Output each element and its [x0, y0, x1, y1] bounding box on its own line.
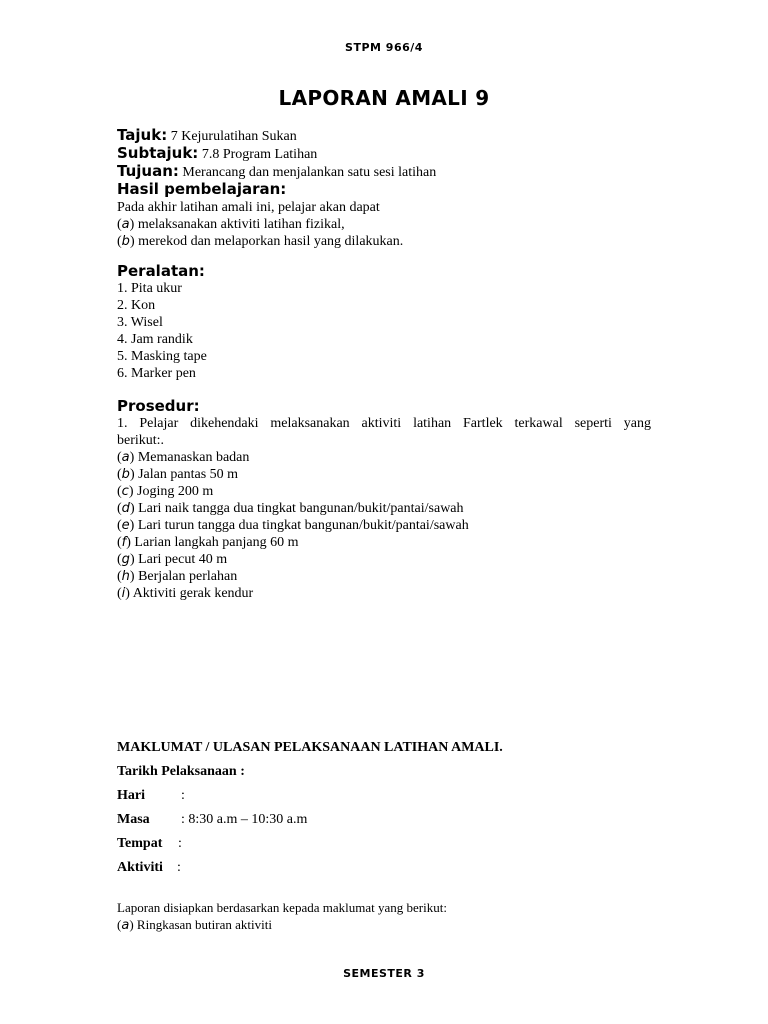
masa-label: Masa — [117, 812, 150, 827]
list-item: 4. Jam randik — [117, 332, 193, 347]
list-item: (e) Lari turun tangga dua tingkat bangunan/bukit/pantai/sawah — [117, 518, 469, 533]
subtajuk-label: Subtajuk: — [117, 144, 199, 162]
list-item: 3. Wisel — [117, 315, 163, 330]
list-item: 6. Marker pen — [117, 366, 196, 381]
hasil-intro: Pada akhir latihan amali ini, pelajar akan dapat — [117, 200, 380, 215]
step-letter: d — [121, 501, 130, 516]
step-text: Berjalan perlahan — [138, 569, 238, 584]
tajuk-value: 7 Kejurulatihan Sukan — [170, 129, 297, 144]
hari-value: : — [181, 788, 185, 803]
laporan-letter: a — [121, 918, 130, 933]
step-text: Aktiviti gerak kendur — [132, 586, 254, 601]
hasil-row — [117, 181, 651, 199]
list-item: 2. Kon — [117, 298, 156, 313]
tempat-value: : — [178, 836, 182, 851]
step-text: Memanaskan badan — [137, 450, 250, 465]
list-item: 5. Masking tape — [117, 349, 207, 364]
tempat-label: Tempat — [117, 836, 163, 851]
list-item: (a) Memanaskan badan — [117, 450, 250, 465]
step-text: Lari pecut 40 m — [138, 552, 228, 567]
aktiviti-value: : — [177, 860, 181, 875]
step-letter: i — [121, 586, 126, 601]
outcome-text: merekod dan melaporkan hasil yang dilakukan. — [138, 234, 404, 249]
laporan-intro: Laporan disiapkan berdasarkan kepada maklumat yang berikut: — [117, 900, 447, 915]
subtajuk-value: 7.8 Program Latihan — [201, 147, 318, 162]
outcome-letter: b — [121, 234, 130, 249]
step-letter: c — [121, 484, 129, 499]
outcome-letter: a — [121, 217, 130, 232]
list-item: (c) Joging 200 m — [117, 484, 214, 499]
step-letter: b — [121, 467, 130, 482]
outcome-text: melaksanakan aktiviti latihan fizikal, — [137, 217, 345, 232]
list-item: (d) Lari naik tangga dua tingkat bangunan/bukit/pantai/sawah — [117, 501, 464, 516]
list-item: (h) Berjalan perlahan — [117, 569, 238, 584]
tujuan-row — [117, 163, 651, 181]
page-title: LAPORAN AMALI 9 — [278, 86, 490, 110]
step-text: Lari naik tangga dua tingkat bangunan/bukit/pantai/sawah — [138, 501, 464, 516]
step-text: Larian langkah panjang 60 m — [134, 535, 299, 550]
list-item: (b) Jalan pantas 50 m — [117, 467, 239, 482]
step-letter: e — [121, 518, 130, 533]
aktiviti-label: Aktiviti — [117, 860, 163, 875]
list-item: (a) Ringkasan butiran aktiviti — [117, 917, 272, 933]
hari-row — [117, 787, 651, 804]
tujuan-value: Merancang dan menjalankan satu sesi latihan — [182, 165, 437, 180]
maklumat-heading: MAKLUMAT / ULASAN PELAKSANAAN LATIHAN AMALI. — [117, 740, 503, 755]
masa-value: : 8:30 a.m – 10:30 a.m — [181, 812, 308, 827]
step-letter: g — [121, 552, 130, 567]
laporan-text: Ringkasan butiran aktiviti — [136, 917, 272, 932]
tempat-row — [117, 835, 651, 852]
subtajuk-row — [117, 145, 651, 163]
aktiviti-row — [117, 859, 651, 876]
peralatan-section — [117, 262, 651, 382]
list-item: (i) Aktiviti gerak kendur — [117, 586, 254, 601]
step-letter: a — [121, 450, 130, 465]
footer-code: SEMESTER 3 — [343, 967, 425, 980]
step-letter: f — [121, 535, 127, 550]
outcome-item: (b) merekod dan melaporkan hasil yang dilakukan. — [117, 234, 404, 249]
prosedur-section — [117, 397, 651, 602]
prosedur-intro-cont: berikut:. — [117, 433, 165, 448]
tajuk-row — [117, 127, 651, 145]
tajuk-label: Tajuk: — [117, 126, 168, 144]
peralatan-heading: Peralatan: — [117, 262, 205, 280]
tujuan-label: Tujuan: — [117, 162, 179, 180]
header-code: STPM 966/4 — [345, 41, 423, 54]
outcome-item: (a) melaksanakan aktiviti latihan fizikal, — [117, 217, 345, 232]
step-text: Joging 200 m — [137, 484, 214, 499]
hasil-label: Hasil pembelajaran: — [117, 180, 287, 198]
step-text: Jalan pantas 50 m — [138, 467, 239, 482]
list-item: (g) Lari pecut 40 m — [117, 552, 228, 567]
hari-label: Hari — [117, 788, 145, 803]
tarikh-label: Tarikh Pelaksanaan : — [117, 764, 245, 779]
laporan-section — [117, 899, 651, 934]
step-text: Lari turun tangga dua tingkat bangunan/bukit/pantai/sawah — [137, 518, 469, 533]
meta-block — [117, 127, 651, 250]
list-item: (f) Larian langkah panjang 60 m — [117, 535, 299, 550]
masa-row — [117, 811, 651, 828]
prosedur-intro: 1. Pelajar dikehendaki melaksanakan aktiviti latihan Fartlek terkawal seperti yang — [117, 416, 651, 431]
list-item: 1. Pita ukur — [117, 281, 182, 296]
prosedur-heading: Prosedur: — [117, 397, 200, 415]
step-letter: h — [121, 569, 130, 584]
